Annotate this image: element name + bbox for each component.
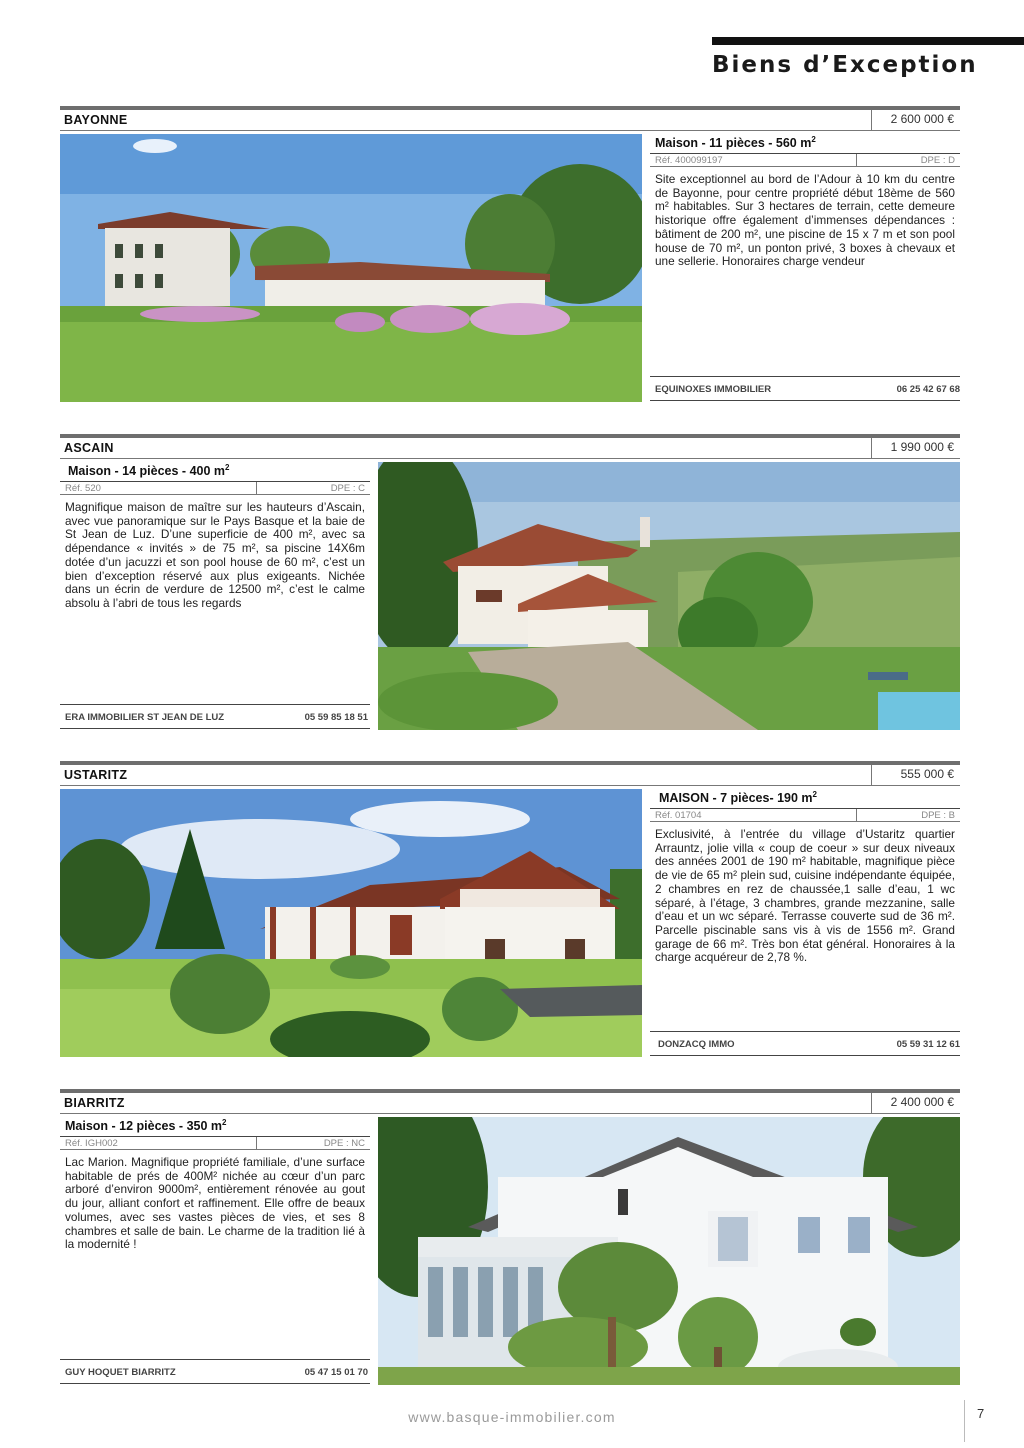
divider <box>650 1031 960 1032</box>
listing-bayonne <box>60 106 960 406</box>
property-photo <box>378 462 960 730</box>
listing-city: BIARRITZ <box>64 1096 125 1110</box>
agency-phone: 05 47 15 01 70 <box>304 1367 368 1378</box>
listing-description: Lac Marion. Magnifique propriété familiale, d’une surface habitable de prés de 400M² nichée au cœur d’un parc arboré d’environ 9000m², entièrement rénovée au gout du jour, alliant confort et raffinement. Elle offre de beaux volumes, avec ses vastes pièces de vies, et ses 8 chambres et salle de bain. Le charme de la tradition lié à la modernité ! <box>65 1155 365 1252</box>
reference-row <box>60 481 370 495</box>
listing-reference: Réf. 520 <box>65 483 101 494</box>
agency-name: ERA IMMOBILIER ST JEAN DE LUZ <box>65 712 225 723</box>
listing-type: Maison - 11 pièces - 560 $m^2$ <box>655 135 816 151</box>
listing-reference: Réf. IGH002 <box>65 1138 118 1149</box>
listing-price: 555 000 € <box>871 765 960 785</box>
listing-price: 1 990 000 € <box>871 438 960 458</box>
property-photo <box>378 1117 960 1385</box>
page-title: Biens d’Exception <box>712 52 978 78</box>
divider <box>60 434 960 438</box>
agency-phone: 06 25 42 67 68 <box>896 384 960 395</box>
divider <box>60 785 960 786</box>
listing-description: Exclusivité, à l’entrée du village d’Ustaritz quartier Arrauntz, jolie villa « coup de coeur » sur deux niveaux des années 2001 de 190 m² habitable, magnifique pièce de vie de 65 m² plein sud, cuisine indépendante équipée, 2 chambres en rez de chaussée,1 salle d’eau, 1 wc séparé, à l’étage, 3 chambres, grande mezzanine, salle d’eau et un wc séparé. Terrasse couverte sud de 36 m². Parcelle piscinable sans vis à vis de 1556 m². Grand garage de 66 m². Très bon état général. Honoraires à la charge acquéreur de 2,78 %. <box>655 827 955 965</box>
page-number: 7 <box>964 1400 999 1442</box>
listing-type: MAISON - 7 pièces- 190 $m^2$ <box>659 790 817 806</box>
listing-details <box>650 789 960 1057</box>
divider <box>60 1113 960 1114</box>
listing-dpe: DPE : D <box>920 155 955 166</box>
listing-reference: Réf. 01704 <box>655 810 702 821</box>
listing-details <box>60 1117 370 1385</box>
listing-type: Maison - 12 pièces - 350 $m^2$ <box>65 1118 227 1134</box>
listing-details <box>650 134 960 402</box>
listing-city: BAYONNE <box>64 113 128 127</box>
listing-description: Site exceptionnel au bord de l’Adour à 10 km du centre de Bayonne, pour centre propriété début 18ème de 560 m² habitables. Sur 3 hectares de terrain, cette demeure historique offre également d’immenses dépendances : bâtiment de 200 m², une piscine de 15 x 7 m et son pool house de 70 m², un ponton privé, 3 boxes à chevaux et une sellerie. Honoraires charge vendeur <box>655 172 955 269</box>
listing-city: USTARITZ <box>64 768 128 782</box>
agency-phone: 05 59 31 12 61 <box>896 1039 960 1050</box>
listing-city: ASCAIN <box>64 441 114 455</box>
listing-description: Magnifique maison de maître sur les hauteurs d’Ascain, avec vue panoramique sur le Pays Basque et la baie de St Jean de Luz. D’une superficie de 400 m², avec sa dépendance « invités » de 75 m², sa piscine 14X6m dotée d’un jacuzzi et son pool house de 60 m², c’est un bien d’exception réservé aux plus exigeants. Nichée dans un écrin de verdure de 12500 m², c’est le calme absolu à l’abri de tous les regards <box>65 500 365 610</box>
divider <box>60 130 960 131</box>
listing-price: 2 400 000 € <box>871 1093 960 1113</box>
agency-name: DONZACQ IMMO <box>658 1039 735 1050</box>
divider <box>60 106 960 110</box>
divider <box>650 1055 960 1056</box>
agency-phone: 05 59 85 18 51 <box>304 712 368 723</box>
website-url: www.basque-immobilier.com <box>408 1409 616 1425</box>
divider <box>650 376 960 377</box>
listing-dpe: DPE : B <box>921 810 955 821</box>
listing-dpe: DPE : NC <box>323 1138 365 1149</box>
listing-ascain <box>60 434 960 734</box>
listing-ustaritz <box>60 761 960 1061</box>
reference-row <box>650 808 960 822</box>
listing-reference: Réf. 400099197 <box>655 155 723 166</box>
listing-details <box>60 462 370 730</box>
agency-name: EQUINOXES IMMOBILIER <box>655 384 772 395</box>
reference-row <box>60 1136 370 1150</box>
listing-type: Maison - 14 pièces - 400 $m^2$ <box>68 463 230 479</box>
header-bar <box>712 37 1024 45</box>
divider <box>650 400 960 401</box>
listing-biarritz <box>60 1089 960 1389</box>
divider <box>60 728 370 729</box>
reference-row <box>650 153 960 167</box>
divider <box>60 1089 960 1093</box>
property-photo <box>60 134 642 402</box>
listing-dpe: DPE : C <box>330 483 365 494</box>
property-photo <box>60 789 642 1057</box>
divider <box>60 458 960 459</box>
divider <box>60 704 370 705</box>
divider <box>60 761 960 765</box>
divider <box>60 1383 370 1384</box>
divider <box>60 1359 370 1360</box>
listing-price: 2 600 000 € <box>871 110 960 130</box>
agency-name: GUY HOQUET BIARRITZ <box>65 1367 176 1378</box>
